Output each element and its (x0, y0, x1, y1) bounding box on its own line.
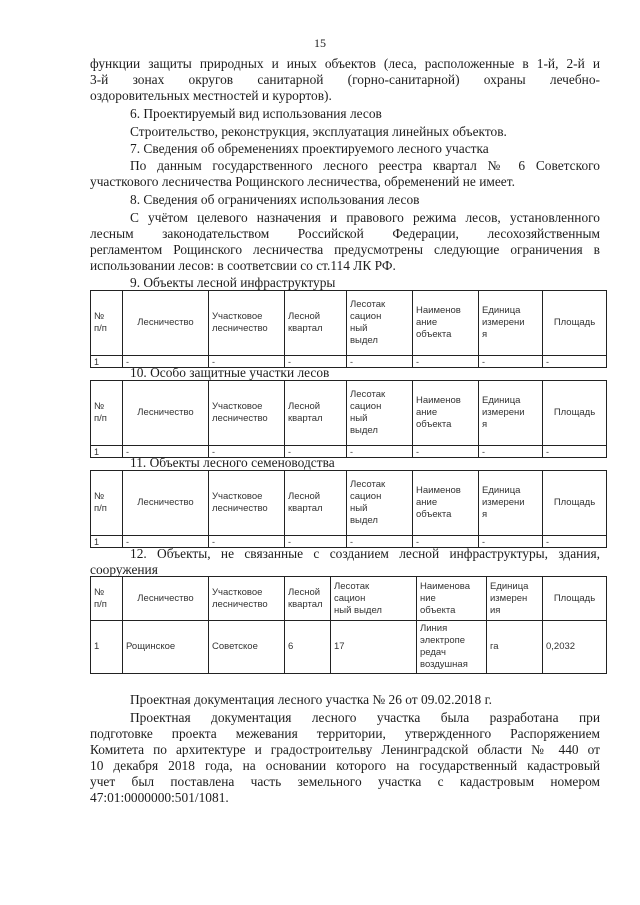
section-11-heading: 11. Объекты лесного семеноводства (130, 455, 335, 470)
cell: 1 (91, 356, 123, 368)
cell: - (347, 536, 413, 548)
col-header-name: Наименов ание объекта (413, 291, 479, 356)
col-header-quarter: Лесной квартал (285, 471, 347, 536)
closing-line-1: Проектная документация лесного участка № 26 от 09.02.2018 г. (130, 692, 492, 707)
cell: - (285, 446, 347, 458)
section-12-heading-1: 12. Объекты, не связанные с созданием лесной инфраструктуры, здания, (130, 546, 600, 561)
intro-line-3: оздоровительных местностей и курортов). (90, 88, 332, 103)
cell: - (209, 356, 285, 368)
cell-num: 1 (91, 621, 123, 674)
page-number: 15 (314, 36, 326, 50)
cell: - (479, 446, 543, 458)
col-header-unit: Единица измерен ия (487, 577, 543, 621)
col-header-unit: Единица измерени я (479, 471, 543, 536)
cell-object-name: Линия электропе редач воздушная (417, 621, 487, 674)
section-7-text-1: По данным государственного лесного реестра квартал № 6 Советского (130, 158, 600, 173)
cell: - (543, 446, 607, 458)
intro-line-2: 3-й зонах округов санитарной (горно-санитарной) охраны лечебно- (90, 72, 600, 87)
table-forest-infrastructure (90, 290, 607, 368)
cell: - (413, 446, 479, 458)
cell: - (543, 356, 607, 368)
intro-line-1: функции защиты природных и иных объектов (леса, расположенные в 1-й, 2-й и (90, 56, 600, 71)
closing-line-2: Проектная документация лесного участка была разработана при (130, 710, 600, 725)
cell: - (209, 536, 285, 548)
section-12-heading-2: сооружения (90, 562, 158, 577)
col-header-district: Участковое лесничество (209, 381, 285, 446)
table-seed-production (90, 470, 607, 548)
col-header-unit: Единица измерени я (479, 291, 543, 356)
col-header-plot: Лесотак сацион ный выдел (347, 471, 413, 536)
table-other-objects (90, 576, 607, 674)
section-8-heading: 8. Сведения об ограничениях использования лесов (130, 192, 420, 207)
col-header-area: Площадь (543, 291, 607, 356)
col-header-quarter: Лесной квартал (285, 381, 347, 446)
cell: - (413, 536, 479, 548)
col-header-num: № п/п (91, 471, 123, 536)
section-7-text-2: участкового лесничества Рощинского лесничества, обременений не имеет. (90, 174, 515, 189)
table-row (91, 621, 607, 674)
col-header-unit: Единица измерени я (479, 381, 543, 446)
col-header-plot: Лесотак сацион ный выдел (347, 291, 413, 356)
section-9-heading: 9. Объекты лесной инфраструктуры (130, 275, 336, 290)
section-8-line-1: С учётом целевого назначения и правового режима лесов, установленного (130, 210, 600, 225)
col-header-plot: Лесотак сацион ный выдел (331, 577, 417, 621)
col-header-area: Площадь (543, 381, 607, 446)
section-8-line-3: регламентом Рощинского лесничества предусмотрены следующие ограничения в (90, 242, 600, 257)
table-protected-areas (90, 380, 607, 458)
col-header-district: Участковое лесничество (209, 471, 285, 536)
cell: 1 (91, 446, 123, 458)
closing-line-7: 47:01:0000000:501/1081. (90, 790, 229, 805)
section-8-line-2: лесным законодательством Российской Федерации, лесохозяйственным (90, 226, 600, 241)
col-header-area: Площадь (543, 577, 607, 621)
closing-line-6: учет был поставлена часть земельного участка с кадастровым номером (90, 774, 600, 789)
cell: - (347, 356, 413, 368)
table-header-row (91, 291, 607, 356)
cell-quarter: 6 (285, 621, 331, 674)
cell: - (285, 356, 347, 368)
cell: - (479, 536, 543, 548)
closing-line-5: 10 декабря 2018 года, на основании которого на государственный кадастровый (90, 758, 600, 773)
cell: - (123, 356, 209, 368)
cell: - (479, 356, 543, 368)
section-7-heading: 7. Сведения об обременениях проектируемого лесного участка (130, 141, 489, 156)
cell: - (209, 446, 285, 458)
col-header-district: Участковое лесничество (209, 291, 285, 356)
cell: 1 (91, 536, 123, 548)
col-header-name: Наименова ние объекта (417, 577, 487, 621)
cell: - (413, 356, 479, 368)
cell-forestry: Рощинское (123, 621, 209, 674)
section-6-text: Строительство, реконструкция, эксплуатация линейных объектов. (130, 124, 507, 139)
closing-line-3: подготовке проекта межевания территории, утвержденного Распоряжением (90, 726, 600, 741)
cell-district: Советское (209, 621, 285, 674)
cell-plot: 17 (331, 621, 417, 674)
cell-area: 0,2032 (543, 621, 607, 674)
col-header-num: № п/п (91, 291, 123, 356)
section-6-heading: 6. Проектируемый вид использования лесов (130, 106, 382, 121)
table-header-row (91, 381, 607, 446)
col-header-forestry: Лесничество (123, 381, 209, 446)
section-8-line-4: использовании лесов: в соответсвии со ст.114 ЛК РФ. (90, 258, 396, 273)
col-header-area: Площадь (543, 471, 607, 536)
col-header-forestry: Лесничество (123, 471, 209, 536)
table-header-row (91, 577, 607, 621)
cell: - (123, 446, 209, 458)
table-header-row (91, 471, 607, 536)
col-header-quarter: Лесной квартал (285, 577, 331, 621)
col-header-num: № п/п (91, 577, 123, 621)
cell: - (347, 446, 413, 458)
col-header-name: Наименов ание объекта (413, 381, 479, 446)
col-header-name: Наименов ание объекта (413, 471, 479, 536)
section-10-heading: 10. Особо защитные участки лесов (130, 365, 330, 380)
col-header-plot: Лесотак сацион ный выдел (347, 381, 413, 446)
col-header-num: № п/п (91, 381, 123, 446)
col-header-quarter: Лесной квартал (285, 291, 347, 356)
cell: - (285, 536, 347, 548)
cell: - (543, 536, 607, 548)
cell: - (123, 536, 209, 548)
col-header-forestry: Лесничество (123, 577, 209, 621)
closing-line-4: Комитета по архитектуре и градостроительву Ленинградской области № 440 от (90, 742, 600, 757)
col-header-forestry: Лесничество (123, 291, 209, 356)
col-header-district: Участковое лесничество (209, 577, 285, 621)
cell-unit: га (487, 621, 543, 674)
